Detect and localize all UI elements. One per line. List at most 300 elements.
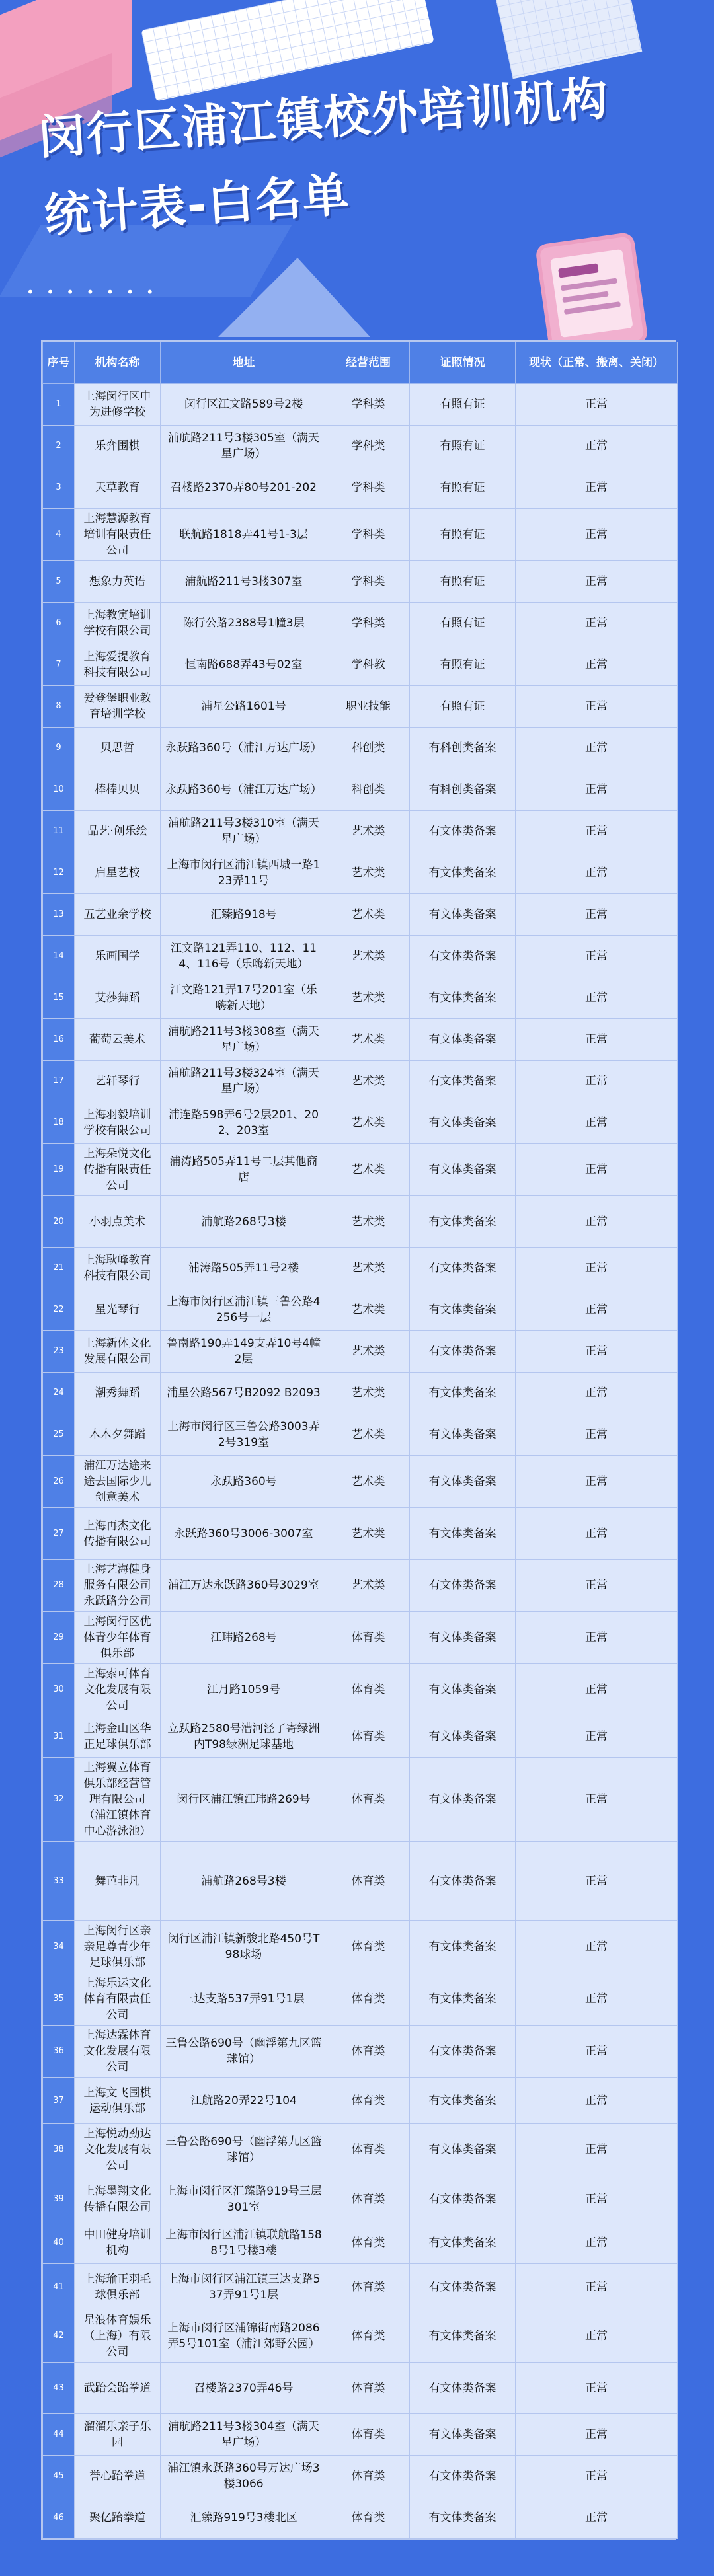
- row-org-name: 誉心跆拳道: [75, 2456, 161, 2497]
- row-org-name: 舞芭非凡: [75, 1842, 161, 1921]
- row-license: 有文体类备案: [410, 936, 516, 977]
- table-row: [43, 852, 678, 894]
- row-scope: 体育类: [327, 2026, 410, 2078]
- row-scope: 艺术类: [327, 1560, 410, 1612]
- row-index: 3: [43, 467, 75, 509]
- row-org-name: 天草教育: [75, 467, 161, 509]
- row-org-name: 木木夕舞蹈: [75, 1414, 161, 1456]
- row-org-name: 上海悦动劲达文化发展有限公司: [75, 2124, 161, 2176]
- row-scope: 艺术类: [327, 1061, 410, 1102]
- row-license: 有文体类备案: [410, 2414, 516, 2456]
- row-status: 正常: [516, 561, 678, 603]
- row-status: 正常: [516, 894, 678, 936]
- row-scope: 体育类: [327, 2310, 410, 2363]
- row-scope: 学科类: [327, 603, 410, 644]
- row-status: 正常: [516, 977, 678, 1019]
- table-row: [43, 1331, 678, 1373]
- row-address: 恒南路688弄43号02室: [161, 644, 327, 686]
- header-scope: 经营范围: [327, 342, 410, 384]
- row-scope: 体育类: [327, 2497, 410, 2539]
- row-license: 有文体类备案: [410, 1248, 516, 1289]
- table-row: [43, 1560, 678, 1612]
- row-status: 正常: [516, 2497, 678, 2539]
- page-title-line2: 统计表-白名单: [42, 167, 352, 243]
- row-scope: 体育类: [327, 2222, 410, 2264]
- row-org-name: 上海闵行区申为进修学校: [75, 384, 161, 426]
- row-status: 正常: [516, 2264, 678, 2310]
- row-scope: 科创类: [327, 769, 410, 811]
- header-license: 证照情况: [410, 342, 516, 384]
- table-row: [43, 1144, 678, 1196]
- row-address: 召楼路2370弄46号: [161, 2363, 327, 2414]
- row-status: 正常: [516, 426, 678, 467]
- row-index: 43: [43, 2363, 75, 2414]
- row-scope: 艺术类: [327, 1102, 410, 1144]
- row-index: 4: [43, 509, 75, 561]
- row-address: 江文路121弄110、112、114、116号（乐嗨新天地）: [161, 936, 327, 977]
- row-index: 21: [43, 1248, 75, 1289]
- row-status: 正常: [516, 1102, 678, 1144]
- row-org-name: 上海文飞围棋运动俱乐部: [75, 2078, 161, 2124]
- row-address: 浦航路211号3楼307室: [161, 561, 327, 603]
- row-scope: 体育类: [327, 1973, 410, 2026]
- row-scope: 艺术类: [327, 1144, 410, 1196]
- row-license: 有照有证: [410, 644, 516, 686]
- row-address: 浦江万达永跃路360号3029室: [161, 1560, 327, 1612]
- row-license: 有文体类备案: [410, 977, 516, 1019]
- row-status: 正常: [516, 1716, 678, 1758]
- row-status: 正常: [516, 769, 678, 811]
- row-address: 三达支路537弄91号1层: [161, 1973, 327, 2026]
- table-row: [43, 2026, 678, 2078]
- row-license: 有文体类备案: [410, 2078, 516, 2124]
- table-header-row: [43, 342, 678, 384]
- row-license: 有文体类备案: [410, 1612, 516, 1664]
- table-row: [43, 2222, 678, 2264]
- table-row: [43, 1842, 678, 1921]
- row-index: 37: [43, 2078, 75, 2124]
- row-index: 29: [43, 1612, 75, 1664]
- row-address: 陈行公路2388号1幢3层: [161, 603, 327, 644]
- table-row: [43, 1061, 678, 1102]
- table-row: [43, 728, 678, 769]
- row-org-name: 想象力英语: [75, 561, 161, 603]
- row-org-name: 乐画国学: [75, 936, 161, 977]
- row-index: 11: [43, 811, 75, 852]
- row-index: 17: [43, 1061, 75, 1102]
- table-row: [43, 977, 678, 1019]
- row-scope: 艺术类: [327, 977, 410, 1019]
- row-status: 正常: [516, 1758, 678, 1842]
- table-row: [43, 1758, 678, 1842]
- row-status: 正常: [516, 1664, 678, 1716]
- row-address: 永跃路360号3006-3007室: [161, 1508, 327, 1560]
- row-org-name: 品艺·创乐绘: [75, 811, 161, 852]
- row-status: 正常: [516, 2310, 678, 2363]
- row-status: 正常: [516, 686, 678, 728]
- table-row: [43, 1973, 678, 2026]
- row-status: 正常: [516, 1331, 678, 1373]
- row-index: 28: [43, 1560, 75, 1612]
- row-index: 20: [43, 1196, 75, 1248]
- row-index: 41: [43, 2264, 75, 2310]
- row-license: 有文体类备案: [410, 1414, 516, 1456]
- table-row: [43, 811, 678, 852]
- row-status: 正常: [516, 1248, 678, 1289]
- table-row: [43, 894, 678, 936]
- row-license: 有照有证: [410, 603, 516, 644]
- row-index: 45: [43, 2456, 75, 2497]
- row-address: 浦连路598弄6号2层201、202、203室: [161, 1102, 327, 1144]
- row-org-name: 上海闵行区优体青少年体育俱乐部: [75, 1612, 161, 1664]
- row-status: 正常: [516, 384, 678, 426]
- row-org-name: 上海翼立体育俱乐部经营管理有限公司（浦江镇体育中心游泳池）: [75, 1758, 161, 1842]
- row-scope: 体育类: [327, 1758, 410, 1842]
- row-status: 正常: [516, 1019, 678, 1061]
- row-org-name: 五艺业余学校: [75, 894, 161, 936]
- table-row: [43, 2414, 678, 2456]
- row-org-name: 艺轩琴行: [75, 1061, 161, 1102]
- row-address: 浦航路211号3楼308室（满天星广场）: [161, 1019, 327, 1061]
- row-index: 34: [43, 1921, 75, 1973]
- row-address: 闵行区浦江镇江玮路269号: [161, 1758, 327, 1842]
- row-scope: 艺术类: [327, 1248, 410, 1289]
- page-title: [36, 53, 707, 254]
- row-index: 26: [43, 1456, 75, 1508]
- row-org-name: 上海爱提教育科技有限公司: [75, 644, 161, 686]
- row-address: 江玮路268号: [161, 1612, 327, 1664]
- row-scope: 艺术类: [327, 1373, 410, 1414]
- row-license: 有文体类备案: [410, 2497, 516, 2539]
- row-index: 31: [43, 1716, 75, 1758]
- row-status: 正常: [516, 644, 678, 686]
- row-address: 汇臻路919号3楼北区: [161, 2497, 327, 2539]
- table-row: [43, 686, 678, 728]
- row-org-name: 武跆会跆拳道: [75, 2363, 161, 2414]
- row-index: 22: [43, 1289, 75, 1331]
- row-org-name: 溜溜乐亲子乐园: [75, 2414, 161, 2456]
- row-index: 7: [43, 644, 75, 686]
- row-index: 30: [43, 1664, 75, 1716]
- triangle-decoration: [218, 258, 370, 337]
- table-row: [43, 467, 678, 509]
- table-row: [43, 1921, 678, 1973]
- row-license: 有文体类备案: [410, 1019, 516, 1061]
- row-scope: 艺术类: [327, 1331, 410, 1373]
- row-status: 正常: [516, 2222, 678, 2264]
- row-index: 39: [43, 2176, 75, 2222]
- table-row: [43, 2078, 678, 2124]
- row-index: 8: [43, 686, 75, 728]
- row-status: 正常: [516, 2456, 678, 2497]
- row-scope: 学科类: [327, 509, 410, 561]
- row-scope: 职业技能: [327, 686, 410, 728]
- row-address: 永跃路360号（浦江万达广场）: [161, 728, 327, 769]
- row-index: 27: [43, 1508, 75, 1560]
- table-row: [43, 2264, 678, 2310]
- row-scope: 艺术类: [327, 852, 410, 894]
- row-org-name: 上海教寅培训学校有限公司: [75, 603, 161, 644]
- row-index: 18: [43, 1102, 75, 1144]
- row-address: 永跃路360号（浦江万达广场）: [161, 769, 327, 811]
- table-row: [43, 2124, 678, 2176]
- row-org-name: 上海羽毅培训学校有限公司: [75, 1102, 161, 1144]
- row-scope: 体育类: [327, 1716, 410, 1758]
- row-address: 立跃路2580号漕河泾了寄绿洲内T98绿洲足球基地: [161, 1716, 327, 1758]
- table-row: [43, 1414, 678, 1456]
- table-body: [43, 384, 678, 2539]
- row-address: 上海市闵行区浦江镇西城一路123弄11号: [161, 852, 327, 894]
- header-org-name: 机构名称: [75, 342, 161, 384]
- table-row: [43, 1289, 678, 1331]
- row-scope: 艺术类: [327, 1456, 410, 1508]
- row-address: 闵行区江文路589号2楼: [161, 384, 327, 426]
- row-org-name: 上海墨翔文化传播有限公司: [75, 2176, 161, 2222]
- row-license: 有文体类备案: [410, 1289, 516, 1331]
- row-index: 9: [43, 728, 75, 769]
- row-license: 有文体类备案: [410, 1331, 516, 1373]
- row-scope: 艺术类: [327, 1414, 410, 1456]
- header-status: 现状（正常、搬离、关闭）: [516, 342, 678, 384]
- row-org-name: 上海慧源教育培训有限责任公司: [75, 509, 161, 561]
- row-license: 有文体类备案: [410, 2363, 516, 2414]
- row-org-name: 上海再杰文化传播有限公司: [75, 1508, 161, 1560]
- row-org-name: 艾莎舞蹈: [75, 977, 161, 1019]
- row-status: 正常: [516, 1061, 678, 1102]
- row-license: 有文体类备案: [410, 1758, 516, 1842]
- row-scope: 艺术类: [327, 811, 410, 852]
- table-row: [43, 1019, 678, 1061]
- row-status: 正常: [516, 852, 678, 894]
- row-index: 15: [43, 977, 75, 1019]
- row-address: 联航路1818弄41号1-3层: [161, 509, 327, 561]
- row-address: 闵行区浦江镇新骏北路450号T98球场: [161, 1921, 327, 1973]
- row-scope: 体育类: [327, 1842, 410, 1921]
- row-address: 浦航路211号3楼304室（满天星广场）: [161, 2414, 327, 2456]
- row-status: 正常: [516, 509, 678, 561]
- row-license: 有文体类备案: [410, 1061, 516, 1102]
- row-license: 有文体类备案: [410, 811, 516, 852]
- row-license: 有文体类备案: [410, 2310, 516, 2363]
- table-row: [43, 384, 678, 426]
- page-title-line1: 闵行区浦江镇校外培训机构: [37, 71, 611, 165]
- row-license: 有文体类备案: [410, 2456, 516, 2497]
- row-index: 2: [43, 426, 75, 467]
- row-address: 三鲁公路690号（幽浮第九区篮球馆）: [161, 2124, 327, 2176]
- row-org-name: 星浪体育娱乐（上海）有限公司: [75, 2310, 161, 2363]
- table-row: [43, 1664, 678, 1716]
- table-row: [43, 769, 678, 811]
- row-status: 正常: [516, 2363, 678, 2414]
- row-license: 有文体类备案: [410, 2264, 516, 2310]
- row-license: 有科创类备案: [410, 728, 516, 769]
- table-row: [43, 1456, 678, 1508]
- row-index: 32: [43, 1758, 75, 1842]
- row-status: 正常: [516, 1196, 678, 1248]
- row-index: 36: [43, 2026, 75, 2078]
- row-license: 有照有证: [410, 467, 516, 509]
- row-license: 有文体类备案: [410, 2222, 516, 2264]
- row-status: 正常: [516, 1921, 678, 1973]
- row-status: 正常: [516, 1414, 678, 1456]
- row-scope: 科创类: [327, 728, 410, 769]
- row-org-name: 上海金山区华正足球俱乐部: [75, 1716, 161, 1758]
- row-index: 25: [43, 1414, 75, 1456]
- row-scope: 学科类: [327, 561, 410, 603]
- row-status: 正常: [516, 1973, 678, 2026]
- row-address: 上海市闵行区汇臻路919号三层301室: [161, 2176, 327, 2222]
- row-index: 23: [43, 1331, 75, 1373]
- row-scope: 学科类: [327, 426, 410, 467]
- row-license: 有文体类备案: [410, 1973, 516, 2026]
- row-org-name: 上海朵悦文化传播有限责任公司: [75, 1144, 161, 1196]
- table-row: [43, 2363, 678, 2414]
- table-row: [43, 2310, 678, 2363]
- row-scope: 体育类: [327, 2124, 410, 2176]
- row-org-name: 上海闵行区亲亲足尊青少年足球俱乐部: [75, 1921, 161, 1973]
- row-index: 16: [43, 1019, 75, 1061]
- table-row: [43, 1248, 678, 1289]
- row-status: 正常: [516, 1144, 678, 1196]
- row-scope: 艺术类: [327, 1508, 410, 1560]
- row-license: 有照有证: [410, 561, 516, 603]
- row-address: 上海市闵行区浦江镇三鲁公路4256号一层: [161, 1289, 327, 1331]
- table-row: [43, 603, 678, 644]
- table-row: [43, 1612, 678, 1664]
- row-address: 上海市闵行区三鲁公路3003弄2号319室: [161, 1414, 327, 1456]
- table-row: [43, 1373, 678, 1414]
- row-status: 正常: [516, 2124, 678, 2176]
- row-scope: 体育类: [327, 2456, 410, 2497]
- row-license: 有照有证: [410, 686, 516, 728]
- row-index: 19: [43, 1144, 75, 1196]
- row-status: 正常: [516, 2026, 678, 2078]
- row-scope: 艺术类: [327, 936, 410, 977]
- row-org-name: 上海耿峰教育科技有限公司: [75, 1248, 161, 1289]
- row-org-name: 葡萄云美术: [75, 1019, 161, 1061]
- row-status: 正常: [516, 1842, 678, 1921]
- row-scope: 体育类: [327, 1921, 410, 1973]
- row-address: 鲁南路190弄149支弄10号4幢2层: [161, 1331, 327, 1373]
- row-license: 有文体类备案: [410, 2026, 516, 2078]
- whitelist-table-container: [41, 340, 676, 2540]
- row-license: 有照有证: [410, 426, 516, 467]
- row-org-name: 爱登堡职业教育培训学校: [75, 686, 161, 728]
- row-license: 有文体类备案: [410, 1508, 516, 1560]
- row-address: 召楼路2370弄80号201-202: [161, 467, 327, 509]
- row-index: 44: [43, 2414, 75, 2456]
- row-scope: 艺术类: [327, 894, 410, 936]
- row-scope: 体育类: [327, 2264, 410, 2310]
- table-row: [43, 644, 678, 686]
- row-address: 浦涛路505弄11号二层其他商店: [161, 1144, 327, 1196]
- row-org-name: 乐弈围棋: [75, 426, 161, 467]
- row-license: 有文体类备案: [410, 852, 516, 894]
- row-org-name: 潮秀舞蹈: [75, 1373, 161, 1414]
- row-license: 有科创类备案: [410, 769, 516, 811]
- row-org-name: 上海新体文化发展有限公司: [75, 1331, 161, 1373]
- row-address: 浦航路268号3楼: [161, 1842, 327, 1921]
- row-license: 有文体类备案: [410, 2176, 516, 2222]
- table-row: [43, 1508, 678, 1560]
- table-row: [43, 2176, 678, 2222]
- row-scope: 学科类: [327, 467, 410, 509]
- row-address: 浦航路211号3楼324室（满天星广场）: [161, 1061, 327, 1102]
- row-org-name: 小羽点美术: [75, 1196, 161, 1248]
- row-address: 浦航路211号3楼310室（满天星广场）: [161, 811, 327, 852]
- row-index: 40: [43, 2222, 75, 2264]
- row-address: 三鲁公路690号（幽浮第九区篮球馆）: [161, 2026, 327, 2078]
- row-scope: 体育类: [327, 1612, 410, 1664]
- row-index: 13: [43, 894, 75, 936]
- row-address: 江航路20弄22号104: [161, 2078, 327, 2124]
- row-scope: 艺术类: [327, 1289, 410, 1331]
- row-license: 有文体类备案: [410, 1921, 516, 1973]
- row-status: 正常: [516, 1373, 678, 1414]
- row-address: 浦涛路505弄11号2楼: [161, 1248, 327, 1289]
- row-scope: 体育类: [327, 2363, 410, 2414]
- row-address: 上海市闵行区浦锦街南路2086弄5号101室（浦江郊野公园）: [161, 2310, 327, 2363]
- row-status: 正常: [516, 2414, 678, 2456]
- row-org-name: 贝思哲: [75, 728, 161, 769]
- row-scope: 艺术类: [327, 1019, 410, 1061]
- row-org-name: 聚亿跆拳道: [75, 2497, 161, 2539]
- row-scope: 学科类: [327, 384, 410, 426]
- row-address: 上海市闵行区浦江镇三达支路537弄91号1层: [161, 2264, 327, 2310]
- row-address: 江文路121弄17号201室（乐嗨新天地）: [161, 977, 327, 1019]
- row-index: 6: [43, 603, 75, 644]
- dot-decoration: • • • • • • •: [26, 284, 158, 300]
- header-index: 序号: [43, 342, 75, 384]
- row-scope: 体育类: [327, 2414, 410, 2456]
- row-index: 10: [43, 769, 75, 811]
- row-index: 35: [43, 1973, 75, 2026]
- row-license: 有照有证: [410, 384, 516, 426]
- row-org-name: 上海乐运文化体育有限责任公司: [75, 1973, 161, 2026]
- whitelist-table: [42, 342, 678, 2539]
- row-status: 正常: [516, 1456, 678, 1508]
- row-org-name: 星光琴行: [75, 1289, 161, 1331]
- row-license: 有文体类备案: [410, 1102, 516, 1144]
- header-address: 地址: [161, 342, 327, 384]
- row-scope: 体育类: [327, 2176, 410, 2222]
- row-license: 有文体类备案: [410, 1664, 516, 1716]
- row-index: 24: [43, 1373, 75, 1414]
- row-status: 正常: [516, 1289, 678, 1331]
- row-scope: 体育类: [327, 1664, 410, 1716]
- row-address: 浦星公路1601号: [161, 686, 327, 728]
- row-address: 汇臻路918号: [161, 894, 327, 936]
- table-row: [43, 1716, 678, 1758]
- row-address: 浦江镇永跃路360号万达广场3楼3066: [161, 2456, 327, 2497]
- row-org-name: 浦江万达途来途去国际少儿创意美术: [75, 1456, 161, 1508]
- row-license: 有文体类备案: [410, 1373, 516, 1414]
- row-address: 永跃路360号: [161, 1456, 327, 1508]
- row-address: 浦航路268号3楼: [161, 1196, 327, 1248]
- row-status: 正常: [516, 1508, 678, 1560]
- row-org-name: 上海瑜正羽毛球俱乐部: [75, 2264, 161, 2310]
- row-status: 正常: [516, 467, 678, 509]
- row-status: 正常: [516, 811, 678, 852]
- row-index: 14: [43, 936, 75, 977]
- row-scope: 学科教: [327, 644, 410, 686]
- row-address: 上海市闵行区浦江镇联航路1588号1号楼3楼: [161, 2222, 327, 2264]
- row-org-name: 上海索可体育文化发展有限公司: [75, 1664, 161, 1716]
- row-address: 江月路1059号: [161, 1664, 327, 1716]
- row-license: 有文体类备案: [410, 894, 516, 936]
- row-status: 正常: [516, 2176, 678, 2222]
- table-row: [43, 426, 678, 467]
